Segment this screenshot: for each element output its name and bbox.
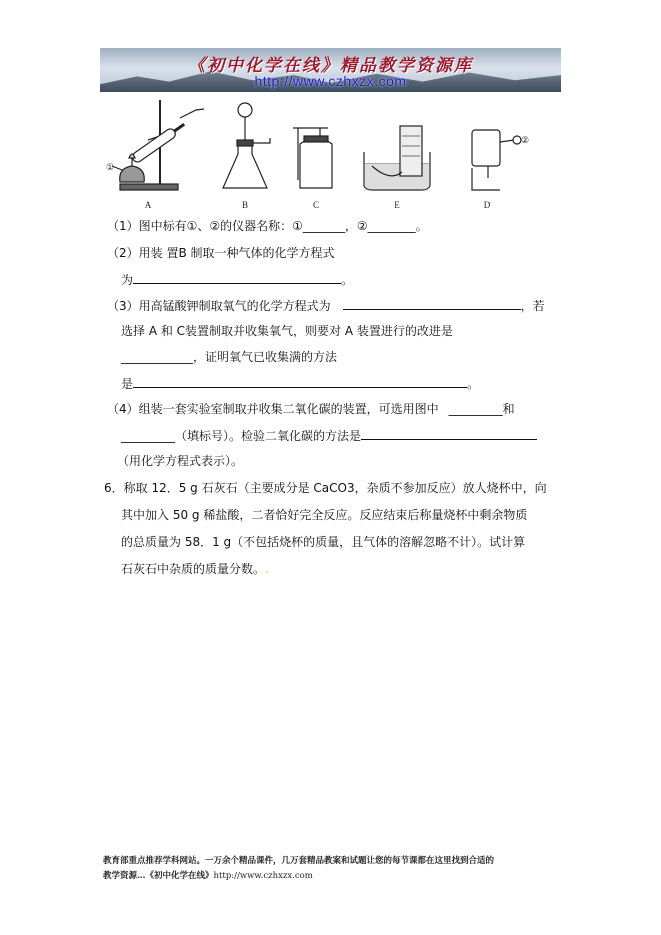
footer-line-2 <box>103 870 313 882</box>
figure-label-c: C <box>312 200 320 210</box>
q4-line-3: （用化学方程式表示）。 <box>117 454 244 468</box>
q4-line-2 <box>121 427 537 444</box>
banner-url[interactable]: http://www.czhxzx.com <box>254 73 407 89</box>
figure-label-a: A <box>144 200 152 210</box>
figure-label-e: E <box>394 200 400 210</box>
q2-prefix: 为 <box>121 273 134 287</box>
footer-line-1: 教育部重点推荐学科网站。一万余个精品课件，几万套精品教案和试题让您的每节课都在这里找到合适的 <box>103 856 495 866</box>
lab-apparatus-figure <box>100 96 561 214</box>
q3-line-2: 选择 A 和 C装置制取并收集氧气，则要对 A 装置进行的改进是 <box>121 324 453 338</box>
q3-improvement-blank[interactable]: ____________ <box>121 350 193 364</box>
footer-link[interactable]: http://www.czhxzx.com <box>213 871 313 881</box>
q4-line1-suffix: 和 <box>502 402 515 416</box>
q4-apparatus-blank-2[interactable]: _________ <box>121 429 175 443</box>
header-banner <box>100 48 561 92</box>
q3-line4-prefix: 是 <box>121 377 134 391</box>
q3-prefix: （3）用高锰酸钾制取氧气的化学方程式为 <box>107 299 331 313</box>
apparatus-a <box>112 100 204 190</box>
q6-line-2: 其中加入 50 g 稀盐酸，二者恰好完全反应。反应结束后称量烧杯中剩余物质 <box>121 508 528 522</box>
q3-line-3 <box>121 349 337 365</box>
q6-line-1: 6．称取 12．5 g 石灰石（主要成分是 CaCO3，杂质不参加反应）放人烧杯中，向 <box>104 481 547 495</box>
q3-line4-suffix: 。 <box>467 377 480 391</box>
q2-suffix: 。 <box>341 273 354 287</box>
q2-answer-blank[interactable] <box>133 271 341 284</box>
apparatus-b <box>223 103 270 188</box>
q3-line-4 <box>121 375 479 392</box>
q6-line-3: 的总质量为 58．1 g（不包括烧杯的质量，且气体的溶解忽略不计）。试计算 <box>121 535 526 549</box>
q6-line-4 <box>121 561 269 577</box>
q1-line: （1）图中标有①、②的仪器名称：①_______，②________。 <box>107 219 428 233</box>
q2-line-1: （2）用装 置B 制取一种气体的化学方程式 <box>107 246 335 260</box>
q6-line4-text: 石灰石中杂质的质量分数。 <box>121 562 266 576</box>
figure-label-d: D <box>483 200 491 210</box>
q2-line-2 <box>121 271 353 288</box>
q3-suffix: ，若 <box>520 299 545 313</box>
q3-line-1 <box>107 297 545 314</box>
q3-method-blank[interactable] <box>133 375 467 388</box>
figure-label-b: B <box>241 200 249 210</box>
q4-test-method-blank[interactable] <box>361 427 537 440</box>
q3-line3-suffix: ，证明氧气已收集满的方法 <box>193 350 338 364</box>
figure-marker-2: ② <box>520 135 530 145</box>
apparatus-d <box>472 130 521 190</box>
footer-site-name: 教学资源…《初中化学在线》 <box>103 871 214 881</box>
q3-equation-blank[interactable] <box>343 297 521 310</box>
q4-prefix: （4）组装一套实验室制取并收集二氧化碳的装置，可选用图中 <box>107 402 439 416</box>
stray-dot: . <box>265 562 269 576</box>
banner-title: 《初中化学在线》精品教学资源库 <box>188 56 473 76</box>
apparatus-c <box>293 128 332 188</box>
apparatus-e <box>364 126 430 190</box>
q4-line-1 <box>107 401 515 417</box>
figure-marker-1: ① <box>105 162 115 172</box>
q4-apparatus-blank-1[interactable]: _________ <box>448 402 503 416</box>
q4-line2-middle: （填标号）。检验二氧化碳的方法是 <box>175 429 362 443</box>
